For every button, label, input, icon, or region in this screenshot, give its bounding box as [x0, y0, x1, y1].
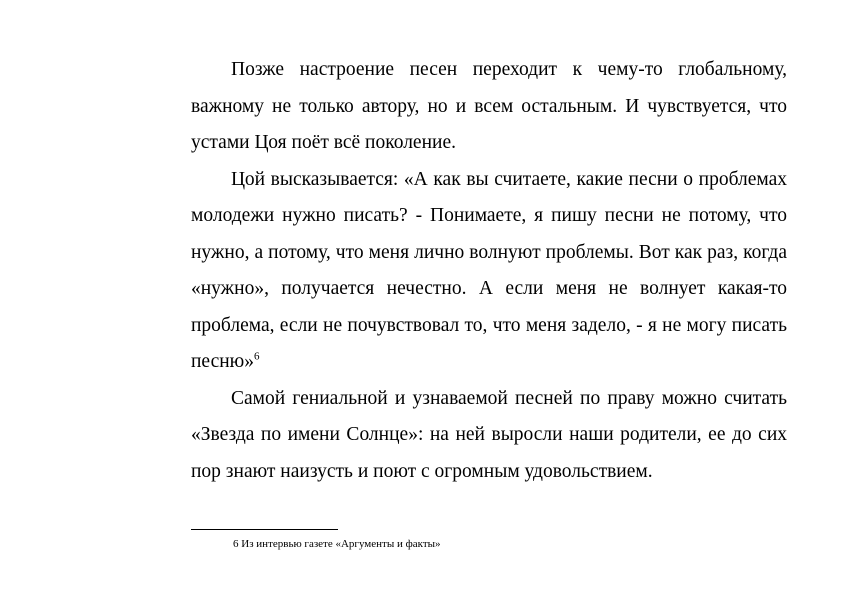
body-text — [191, 52, 787, 490]
footnote — [233, 538, 441, 551]
paragraph-3 — [191, 381, 787, 491]
footnote-text: Из интервью газете «Аргументы и факты» — [241, 538, 441, 550]
paragraph-1-text: Позже настроение песен переходит к чему-то глобальному, важному не только автору, но и всем остальным. И чувствуется, что устами Цоя поёт всё поколение. — [191, 59, 787, 153]
footnote-number: 6 — [233, 538, 239, 550]
paragraph-1 — [191, 52, 787, 162]
paragraph-2-text: Цой высказывается: «А как вы считаете, какие песни о проблемах молодежи нужно писать? - Понимаете, я пишу песни не потому, что нужно, а потому, что меня лично волнуют проблемы. Вот как раз, когда «нужно», получается нечестно. А если меня не волнует какая-то проблема, если не почувствовал то, что меня задело, - я не могу писать песню» — [191, 168, 787, 372]
paragraph-2 — [191, 162, 787, 381]
footnote-reference[interactable]: 6 — [254, 350, 260, 363]
footnote-separator — [191, 529, 338, 530]
paragraph-3-text: Самой гениальной и узнаваемой песней по праву можно считать «Звезда по имени Солнце»: на ней выросли наши родители, ее до сих пор знают наизусть и поют с огромным удовольствием. — [191, 387, 787, 482]
